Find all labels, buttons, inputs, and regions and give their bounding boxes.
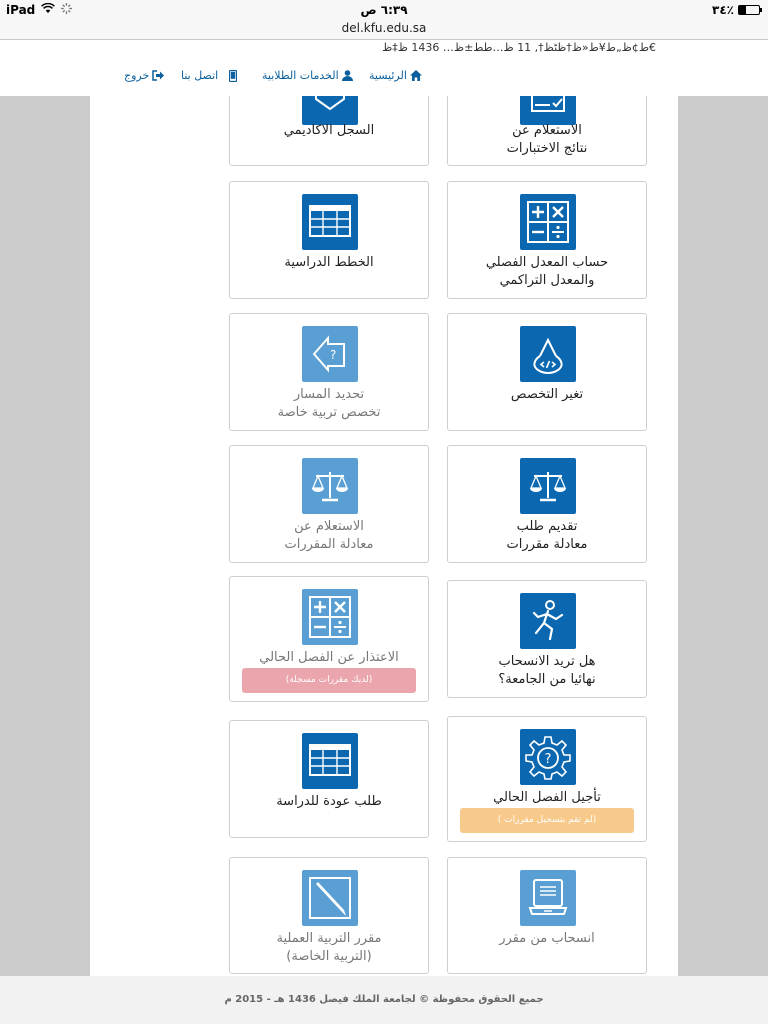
nav-home-link[interactable] [369, 69, 422, 82]
running-man-icon [520, 593, 576, 649]
graduate-code-icon [520, 326, 576, 382]
card-label: تأجيل الفصل الحالي [493, 790, 601, 805]
address-bar[interactable] [0, 20, 768, 40]
site-header [0, 41, 768, 96]
calculator-icon [302, 589, 358, 645]
clock: ٦:٣٩ ص [360, 3, 408, 17]
card-gpa-calculator[interactable] [447, 181, 647, 299]
status-right [712, 3, 760, 17]
nav-student-services-link[interactable] [262, 69, 353, 82]
nav-logout-link[interactable] [124, 69, 164, 82]
card-label: الاستعلام عن نتائج الاختبارات [506, 123, 588, 156]
mobile-phone-icon [229, 70, 237, 82]
card-label: تقديم طلب معادلة مقررات [506, 519, 588, 552]
copyright-text: جميع الحقوق محفوظة © لجامعة الملك فيصل 1436 هـ - 2015 م [224, 994, 544, 1005]
path-question-icon [302, 326, 358, 382]
card-submit-equivalency[interactable] [447, 445, 647, 563]
nav-student-services-label: الخدمات الطلابية [262, 69, 339, 82]
battery-icon [738, 5, 760, 15]
user-icon [342, 70, 353, 81]
card-label: مقرر التربية العملية (التربية الخاصة) [276, 931, 382, 964]
card-label: الخطط الدراسية [284, 255, 374, 270]
top-nav [0, 67, 768, 87]
card-label: هل تريد الانسحاب نهائيا من الجامعة؟ [498, 654, 596, 687]
gear-question-icon [520, 729, 576, 785]
status-bar [0, 0, 768, 20]
card-excuse-semester [229, 576, 429, 702]
url-text: del.kfu.edu.sa [341, 21, 427, 35]
pen-board-icon [302, 870, 358, 926]
card-postpone-semester[interactable] [447, 716, 647, 842]
card-label: السجل الاكاديمي [283, 123, 375, 138]
device-name: iPad [6, 3, 36, 17]
card-label: طلب عودة للدراسة [276, 794, 382, 809]
nav-home-label: الرئيسية [369, 69, 407, 82]
card-academic-record[interactable] [229, 96, 429, 166]
exam-results-icon [520, 96, 576, 125]
nav-contact-link[interactable] [181, 69, 237, 82]
right-gutter [678, 96, 768, 976]
laptop-icon [520, 870, 576, 926]
left-gutter [0, 96, 90, 976]
status-badge: (لديك مقررات مسجلة) [242, 668, 416, 693]
status-badge: (لم تقم بتسجيل مقررات ) [460, 808, 634, 833]
home-icon [410, 70, 422, 81]
nav-logout-label: خروج [124, 69, 150, 82]
card-practical-education [229, 857, 429, 974]
card-label: الاستعلام عن معادلة المقررات [284, 519, 374, 552]
svg-text:?: ? [330, 348, 337, 362]
card-label: تحديد المسار تخصص تربية خاصة [277, 387, 381, 420]
logout-icon [152, 70, 164, 81]
card-exam-results[interactable] [447, 96, 647, 166]
card-withdraw-university[interactable] [447, 580, 647, 698]
services-grid [90, 96, 678, 976]
scales-icon [520, 458, 576, 514]
calculator-icon [520, 194, 576, 250]
card-label: تغير التخصص [510, 387, 584, 402]
battery-percent: ٣٤٪ [712, 3, 734, 17]
card-change-major[interactable] [447, 313, 647, 431]
card-define-path [229, 313, 429, 431]
card-label: الاعتذار عن الفصل الحالي [259, 650, 399, 665]
site-footer [0, 976, 768, 1024]
card-withdraw-course [447, 857, 647, 974]
card-study-plans[interactable] [229, 181, 429, 299]
header-date: ط¢ظ„ط¥ط«ظ†ظٹظ†, 11 ظ…طط±ظ… 1436 ظ‡ظ€ [382, 41, 656, 54]
table-icon [302, 194, 358, 250]
card-query-equivalency [229, 445, 429, 563]
svg-text:?: ? [544, 752, 552, 767]
card-label: انسحاب من مقرر [499, 931, 595, 946]
nav-contact-label: اتصل بنا [181, 69, 219, 82]
card-label: حساب المعدل الفصلي والمعدل التراكمي [485, 255, 609, 288]
scales-icon [302, 458, 358, 514]
card-return-to-study[interactable] [229, 720, 429, 838]
academic-record-icon [302, 96, 358, 125]
table-icon [302, 733, 358, 789]
